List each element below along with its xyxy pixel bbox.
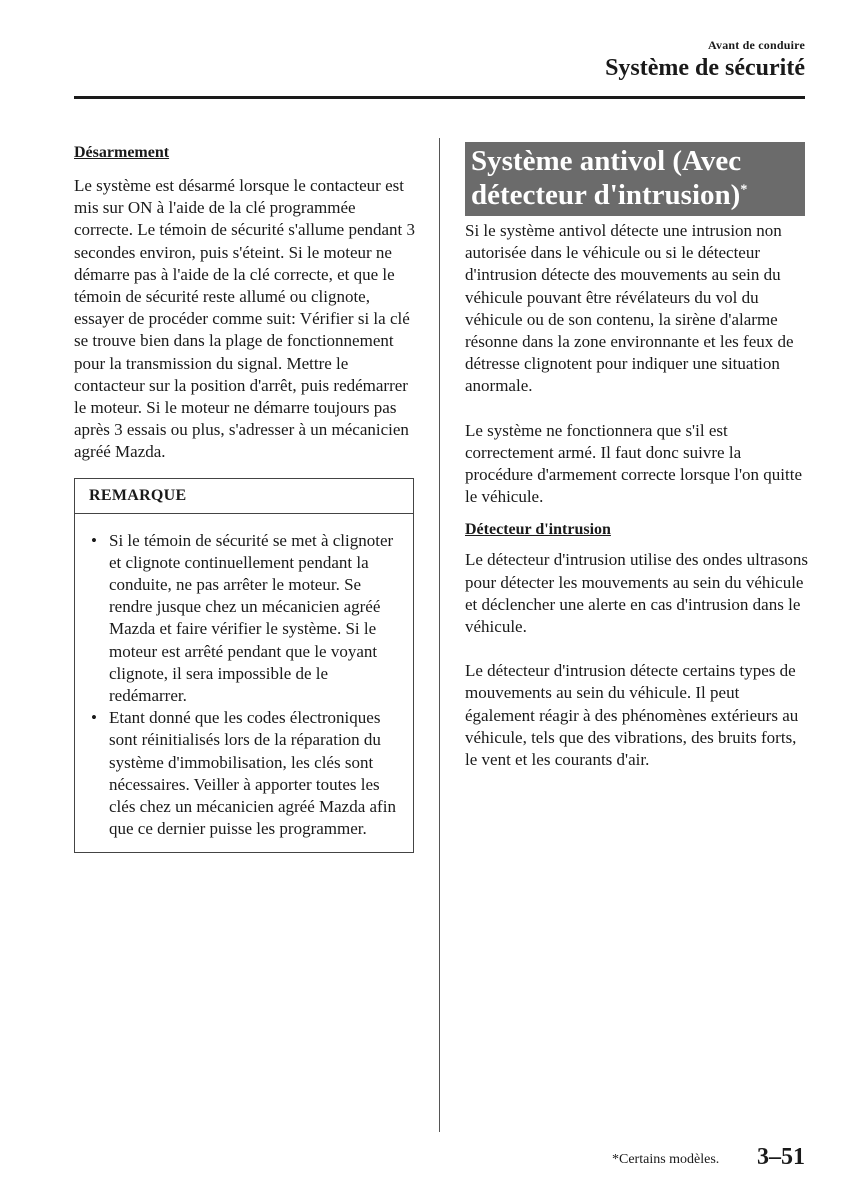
note-item-text: Si le témoin de sécurité se met à clignoter et clignote continuellement pendant la conduite, ne pas arrêter le moteur. Se rendre jusque chez un mécanicien agréé Mazda et faire vérifier le système. Si le moteur est arrêté pendant que le voyant clignote, il sera impossible de le redémarrer.	[109, 530, 394, 706]
right-column	[465, 142, 810, 771]
note-list	[75, 514, 413, 853]
bullet-icon: •	[91, 530, 97, 550]
note-box	[74, 478, 414, 854]
antitheft-banner	[465, 142, 805, 216]
header-rule	[74, 96, 805, 99]
page-number: 3–51	[757, 1144, 805, 1170]
banner-line-1: Système antivol (Avec	[471, 145, 742, 177]
intrusion-sensor-heading: Détecteur d'intrusion	[465, 521, 611, 539]
left-column	[74, 142, 416, 853]
note-item	[91, 530, 403, 708]
disarming-heading: Désarmement	[74, 144, 170, 161]
footnote: *Certains modèles.	[612, 1152, 720, 1167]
note-item	[91, 707, 403, 840]
footnote-marker: *	[740, 182, 748, 198]
intrusion-paragraph-2: Le détecteur d'intrusion détecte certains types de mouvements au sein du véhicule. Il peut également réagir à des phénomènes extérieurs au véhicule, tels que des vibrations, des bruits forts, le vent et les courants d'air.	[465, 661, 799, 770]
bullet-icon: •	[91, 708, 97, 728]
intrusion-paragraph-1: Le détecteur d'intrusion utilise des ondes ultrasons pour détecter les mouvements au sein du véhicule et déclencher une alerte en cas d'intrusion dans le véhicule.	[465, 550, 808, 637]
note-item-text: Etant donné que les codes électroniques sont réinitialisés lors de la réparation du système d'immobilisation, les clés sont nécessaires. Veiller à apporter toutes les clés chez un mécanicien agréé Mazda afin que ce dernier puisse les programmer.	[109, 708, 396, 839]
disarming-paragraph: Le système est désarmé lorsque le contacteur est mis sur ON à l'aide de la clé programmée correcte. Le témoin de sécurité s'allume pendant 3 secondes environ, puis s'éteint. Si le moteur ne démarre pas à l'aide de la clé correcte, et que le témoin de sécurité reste allumé ou clignote, essayer de procéder comme suit: Vérifier si la clé se trouve bien dans la plage de fonctionnement pour la transmission du signal. Mettre le contacteur sur la position d'arrêt, puis redémarrer le moteur. Si le moteur ne démarre toujours pas après 3 essais ou plus, s'adresser à un mécanicien agréé Mazda.	[74, 176, 416, 462]
running-header	[605, 38, 805, 82]
antitheft-paragraph-1: Si le système antivol détecte une intrusion non autorisée dans le véhicule ou si le détecteur d'intrusion détecte des mouvements au sein du véhicule pouvant être révélateurs du vol du véhicule ou de son contenu, la sirène d'alarme résonne dans la zone environnante et les feux de détresse clignotent pour indiquer une situation anormale.	[465, 221, 794, 396]
antitheft-paragraph-2: Le système ne fonctionnera que s'il est correctement armé. Il faut donc suivre la procédure d'armement correcte lorsque l'on quitte le véhicule.	[465, 420, 803, 507]
banner-line-2: détecteur d'intrusion)	[471, 179, 741, 211]
chapter-title: Avant de conduire	[708, 38, 805, 52]
column-divider	[439, 138, 440, 1132]
section-title: Système de sécurité	[605, 55, 805, 81]
note-title: REMARQUE	[75, 479, 413, 514]
